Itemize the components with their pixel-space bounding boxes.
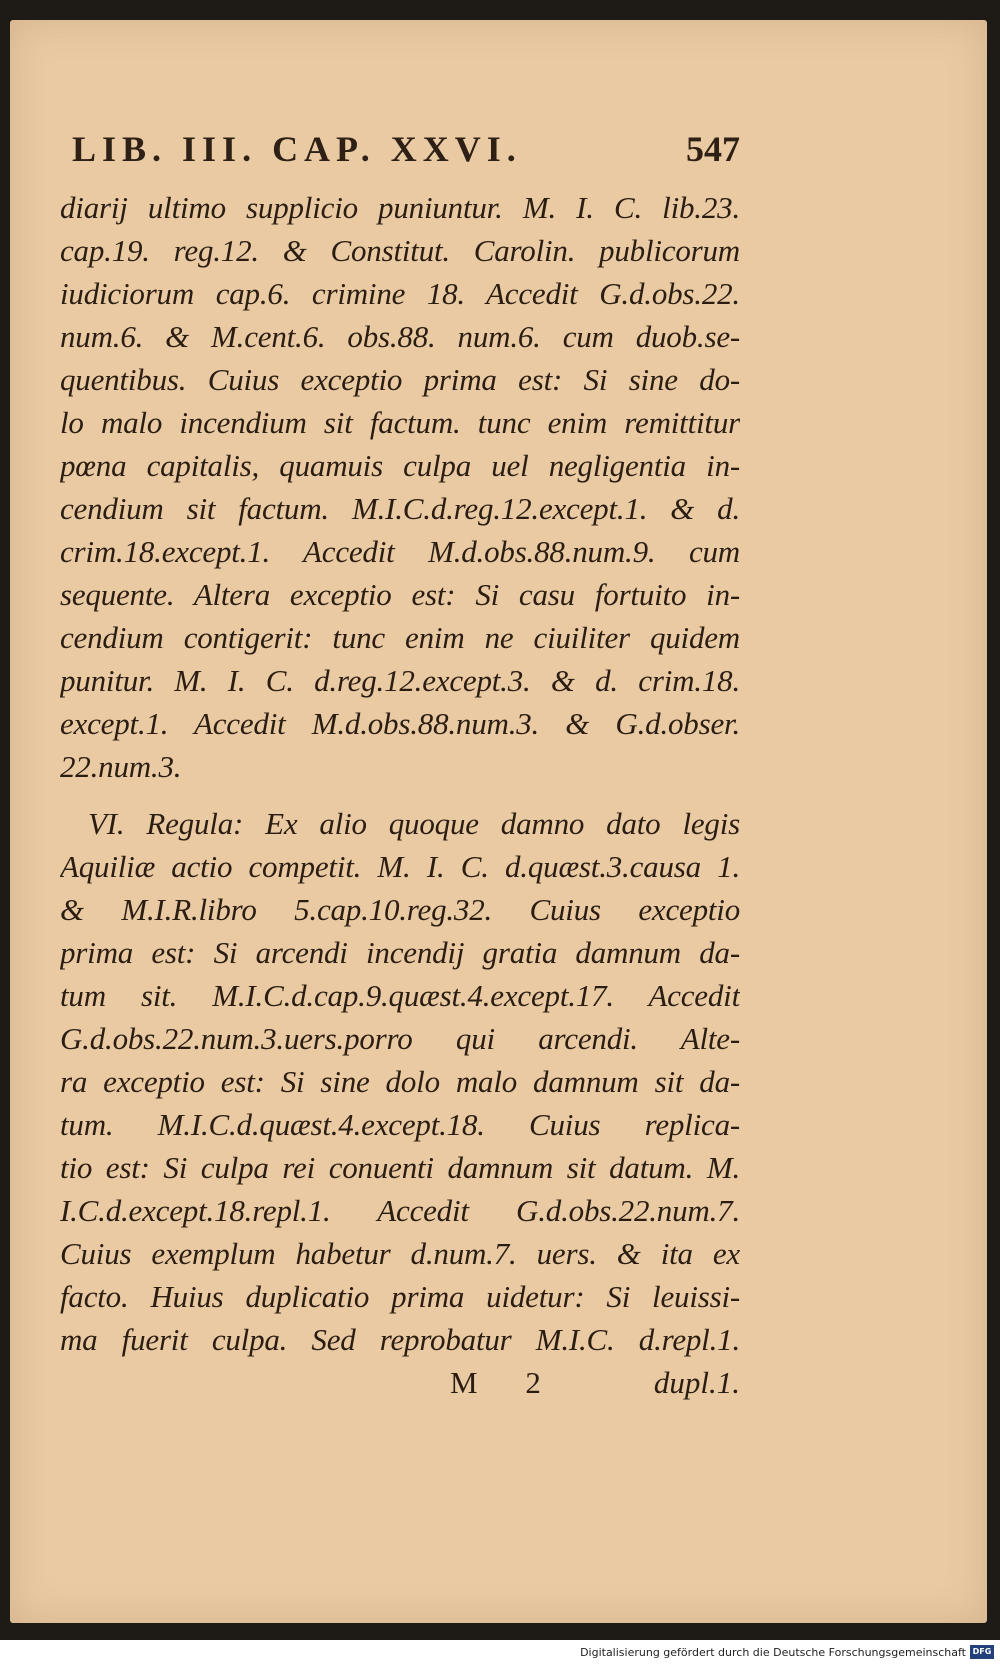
- signature-line: [60, 1365, 740, 1409]
- text-line: except.1. Accedit M.d.obs.88.num.3. & G.d.obser.: [60, 706, 740, 741]
- text-line: crim.18.except.1. Accedit M.d.obs.88.num.9. cum: [60, 534, 740, 569]
- text-line: cendium sit factum. M.I.C.d.reg.12.except.1. & d.: [60, 491, 740, 526]
- text-line: cap.19. reg.12. & Constitut. Carolin. publicorum: [60, 233, 740, 268]
- text-line: 22.num.3.: [60, 749, 182, 784]
- catchword: dupl.1.: [653, 1365, 740, 1400]
- text-line: cendium contigerit: tunc enim ne ciuiliter quidem: [60, 620, 740, 655]
- text-block: [60, 128, 740, 1409]
- dfg-logo-icon: DFG: [970, 1645, 994, 1659]
- text-line: tum. M.I.C.d.quæst.4.except.18. Cuius replica-: [60, 1107, 740, 1142]
- footer-strip: [0, 1640, 1000, 1666]
- text-line: ma fuerit culpa. Sed reprobatur M.I.C. d.repl.1.: [60, 1322, 740, 1357]
- running-head: [60, 128, 740, 172]
- text-line: tio est: Si culpa rei conuenti damnum sit datum. M.: [60, 1150, 740, 1185]
- text-line: quentibus. Cuius exceptio prima est: Si sine do-: [60, 362, 740, 397]
- text-line: punitur. M. I. C. d.reg.12.except.3. & d. crim.18.: [60, 663, 740, 698]
- text-line: G.d.obs.22.num.3.uers.porro qui arcendi. Alte-: [60, 1021, 740, 1056]
- text-line: pœna capitalis, quamuis culpa uel negligentia in-: [60, 448, 740, 483]
- text-line: sequente. Altera exceptio est: Si casu fortuito in-: [60, 577, 740, 612]
- text-line: ra exceptio est: Si sine dolo malo damnum sit da-: [60, 1064, 740, 1099]
- signature-mark: M 2: [450, 1365, 561, 1400]
- text-line: facto. Huius duplicatio prima uidetur: Si leuissi-: [60, 1279, 740, 1314]
- text-line: prima est: Si arcendi incendij gratia damnum da-: [60, 935, 740, 970]
- text-line: num.6. & M.cent.6. obs.88. num.6. cum duob.se-: [60, 319, 740, 354]
- text-line: diarij ultimo supplicio puniuntur. M. I. C. lib.23.: [60, 190, 740, 225]
- book-page: [10, 20, 987, 1623]
- text-line: Aquiliæ actio competit. M. I. C. d.quæst.3.causa 1.: [60, 849, 740, 884]
- text-line: & M.I.R.libro 5.cap.10.reg.32. Cuius exceptio: [60, 892, 740, 927]
- text-line: iudiciorum cap.6. crimine 18. Accedit G.d.obs.22.: [60, 276, 740, 311]
- text-line: Cuius exemplum habetur d.num.7. uers. & ita ex: [60, 1236, 740, 1271]
- text-line: tum sit. M.I.C.d.cap.9.quæst.4.except.17. Accedit: [60, 978, 740, 1013]
- text-line: lo malo incendium sit factum. tunc enim remittitur: [60, 405, 740, 440]
- running-head-title: LIB. III. CAP. XXVI.: [72, 129, 522, 169]
- text-line: I.C.d.except.18.repl.1. Accedit G.d.obs.22.num.7.: [60, 1193, 740, 1228]
- text-line: VI. Regula: Ex alio quoque damno dato legis: [88, 806, 740, 841]
- funding-credit: Digitalisierung gefördert durch die Deutsche Forschungsgemeinschaft: [580, 1646, 966, 1659]
- page-number: 547: [686, 129, 740, 169]
